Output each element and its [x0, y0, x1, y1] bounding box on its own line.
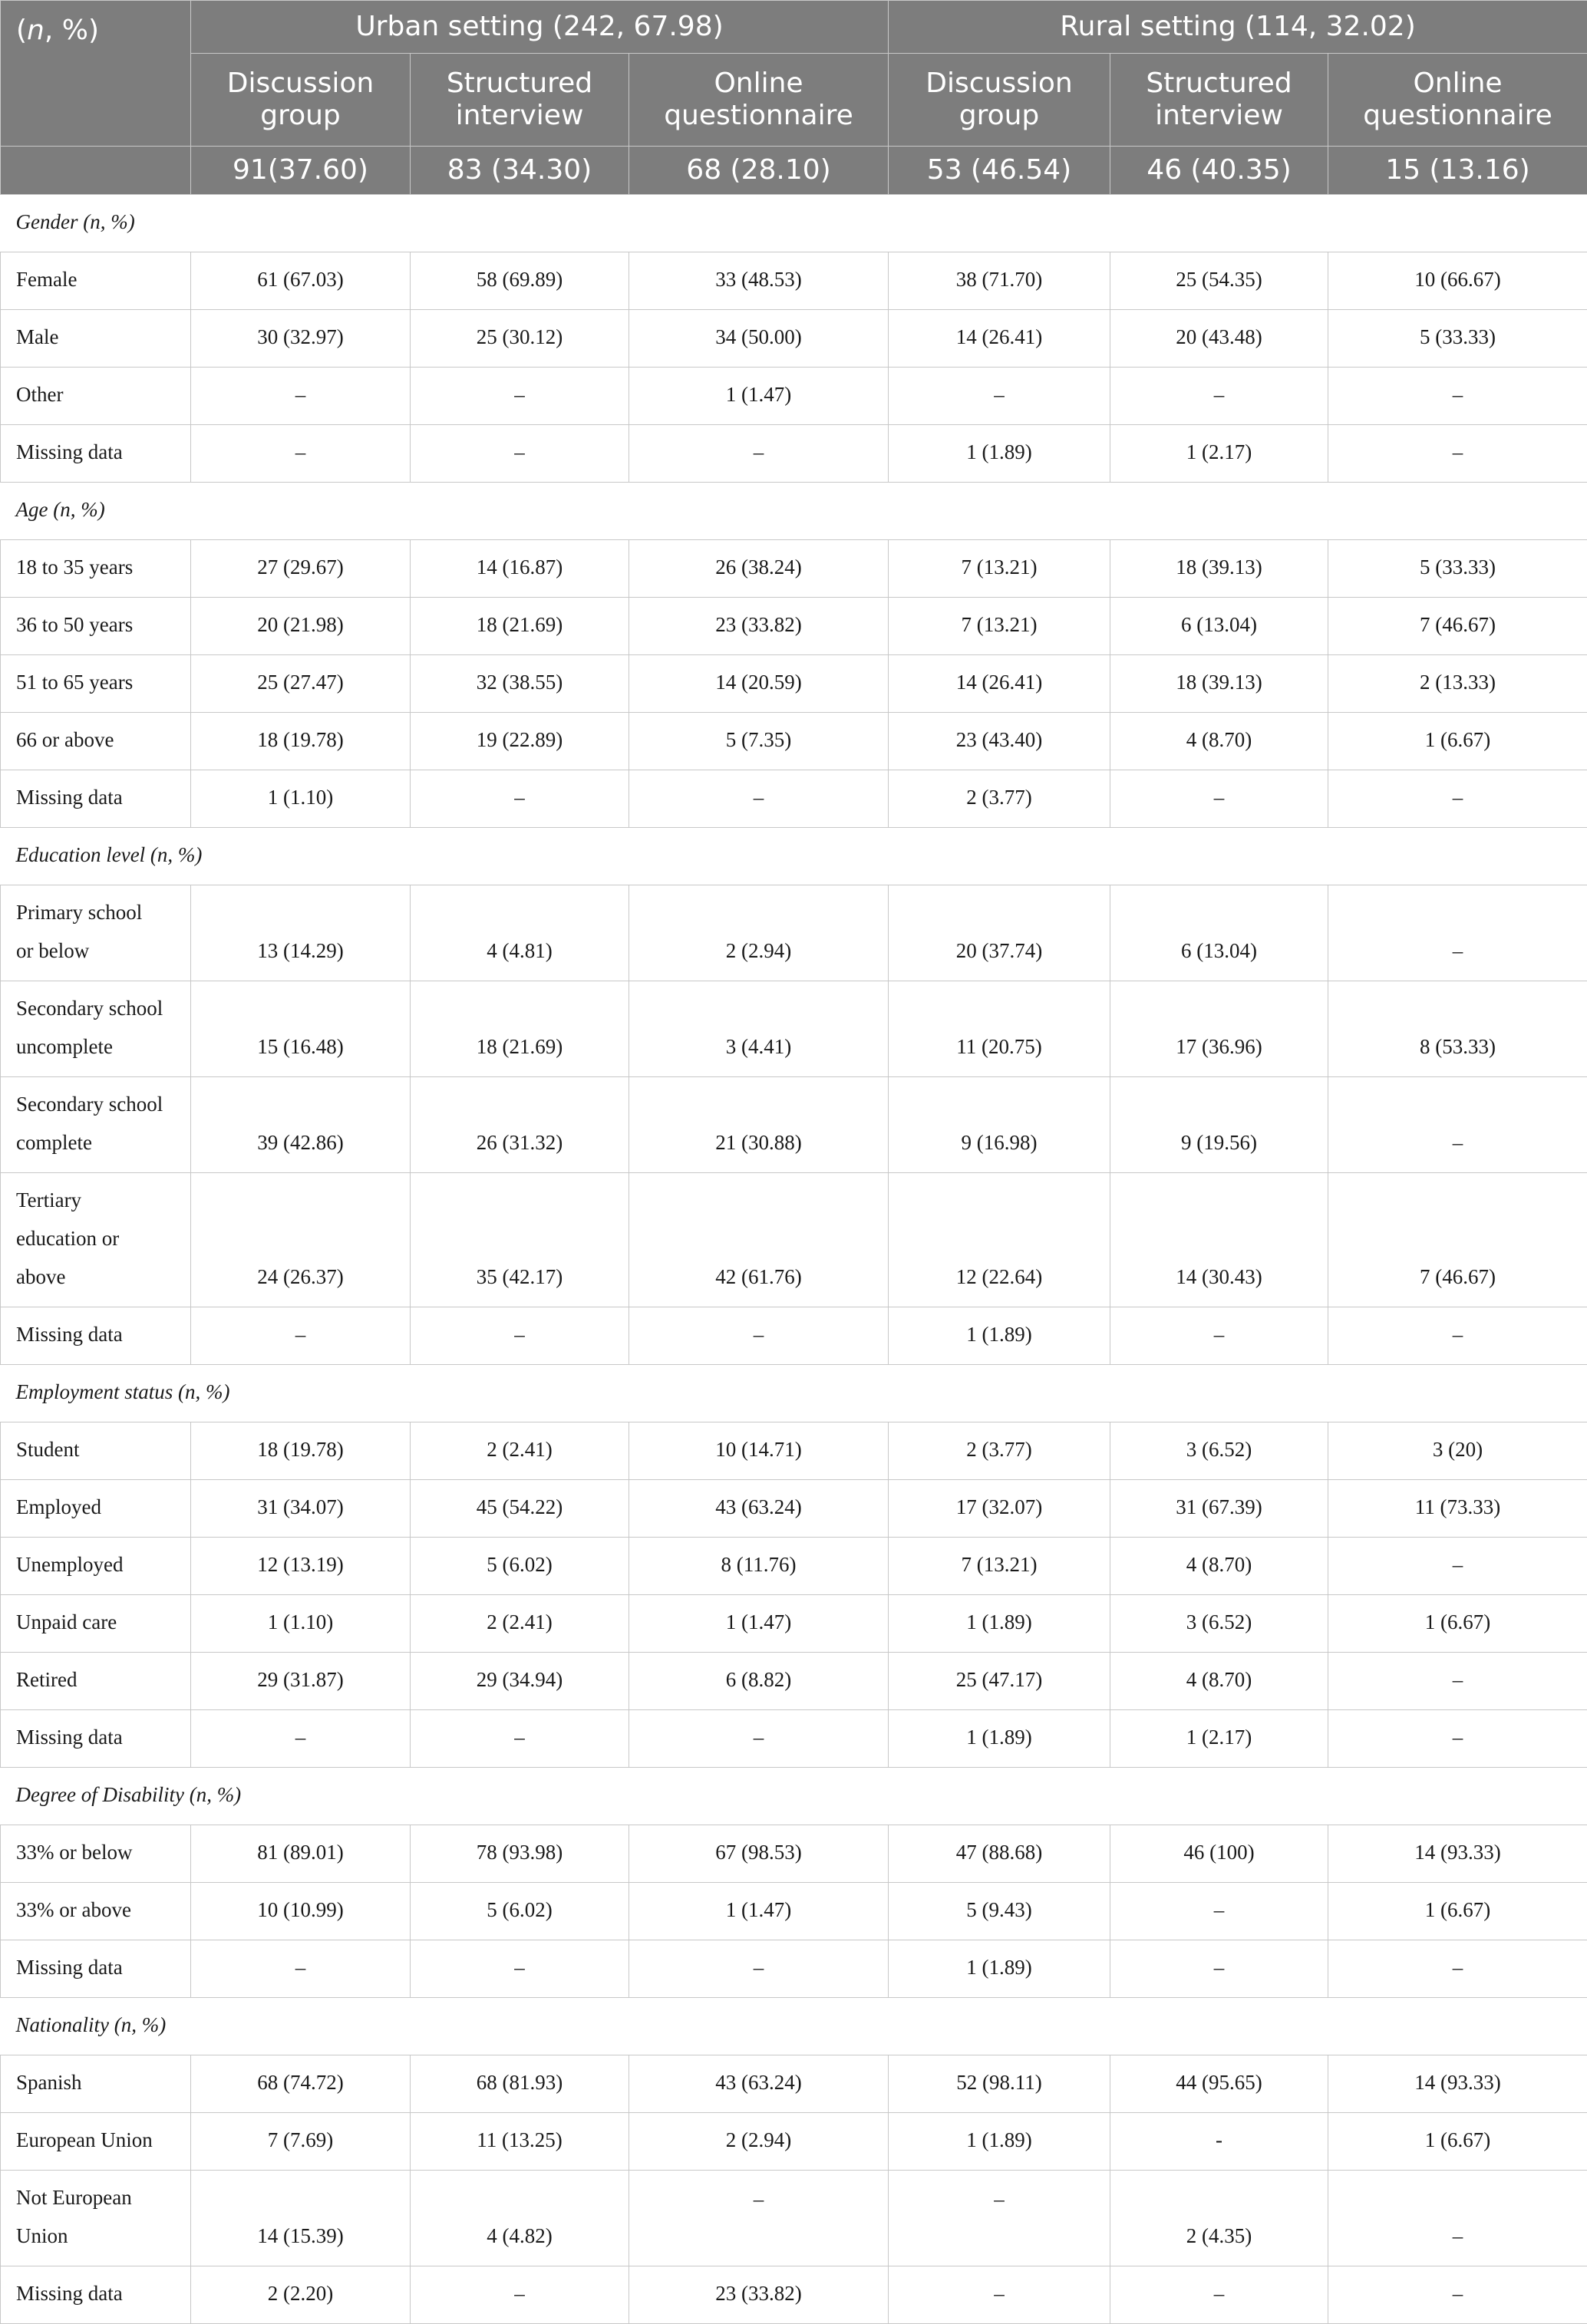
- table-cell: 20 (43.48): [1110, 310, 1328, 368]
- table-cell: 68 (74.72): [191, 2055, 411, 2113]
- table-cell: 2 (2.41): [411, 1422, 629, 1480]
- row-label: 33% or above: [1, 1883, 191, 1940]
- label-line: Secondary school: [16, 1093, 163, 1116]
- table-cell: 4 (4.81): [411, 885, 629, 981]
- table-cell: 42 (61.76): [629, 1173, 889, 1307]
- table-cell: 13 (14.29): [191, 885, 411, 981]
- table-cell: 1 (1.89): [889, 1940, 1110, 1998]
- table-cell: –: [1328, 1538, 1587, 1595]
- table-cell: –: [411, 770, 629, 828]
- table-cell: 29 (31.87): [191, 1653, 411, 1710]
- table-cell: 10 (10.99): [191, 1883, 411, 1940]
- table-cell: –: [629, 1307, 889, 1365]
- method-header: Discussion group: [191, 54, 411, 147]
- row-label: Student: [1, 1422, 191, 1480]
- table-row: [1, 1307, 1587, 1365]
- table-cell: 10 (14.71): [629, 1422, 889, 1480]
- row-label: [1, 885, 191, 981]
- table-cell: 1 (1.89): [889, 1595, 1110, 1653]
- method-header: Structured interview: [411, 54, 629, 147]
- table-cell: 27 (29.67): [191, 540, 411, 598]
- table-cell: 23 (43.40): [889, 713, 1110, 770]
- table-cell: 18 (19.78): [191, 713, 411, 770]
- table-cell: –: [191, 1307, 411, 1365]
- table-cell: 3 (6.52): [1110, 1422, 1328, 1480]
- section-row: [1, 1365, 1587, 1422]
- table-cell: 18 (21.69): [411, 598, 629, 655]
- table-cell: 38 (71.70): [889, 252, 1110, 310]
- row-label: Other: [1, 368, 191, 425]
- table-cell: 5 (7.35): [629, 713, 889, 770]
- table-row: [1, 2171, 1587, 2266]
- table-cell: –: [889, 2171, 1110, 2266]
- table-cell: 11 (13.25): [411, 2113, 629, 2171]
- table-cell: –: [1328, 425, 1587, 483]
- table-cell: 8 (11.76): [629, 1538, 889, 1595]
- table-cell: 2 (3.77): [889, 770, 1110, 828]
- table-cell: 43 (63.24): [629, 2055, 889, 2113]
- row-label: 33% or below: [1, 1825, 191, 1883]
- row-label: 18 to 35 years: [1, 540, 191, 598]
- table-cell: –: [889, 368, 1110, 425]
- table-cell: 4 (8.70): [1110, 713, 1328, 770]
- table-row: [1, 981, 1587, 1077]
- table-cell: 1 (1.89): [889, 1307, 1110, 1365]
- table-row: [1, 1883, 1587, 1940]
- table-cell: 9 (16.98): [889, 1077, 1110, 1173]
- table-cell: 1 (1.47): [629, 1883, 889, 1940]
- row-label: Unpaid care: [1, 1595, 191, 1653]
- table-row: [1, 1710, 1587, 1768]
- table-cell: 18 (19.78): [191, 1422, 411, 1480]
- table-cell: 1 (1.10): [191, 770, 411, 828]
- row-label: Missing data: [1, 1307, 191, 1365]
- table-cell: –: [629, 1710, 889, 1768]
- table-cell: 4 (8.70): [1110, 1653, 1328, 1710]
- table-cell: –: [1328, 1710, 1587, 1768]
- table-cell: 2 (2.20): [191, 2266, 411, 2324]
- corner-header: (n, %): [1, 1, 191, 147]
- table-row: [1, 713, 1587, 770]
- table-row: [1, 1653, 1587, 1710]
- table-cell: 6 (8.82): [629, 1653, 889, 1710]
- table-row: [1, 368, 1587, 425]
- table-cell: –: [1328, 1653, 1587, 1710]
- table-row: [1, 1422, 1587, 1480]
- table-cell: –: [411, 425, 629, 483]
- table-cell: –: [411, 1307, 629, 1365]
- table-cell: 58 (69.89): [411, 252, 629, 310]
- table-cell: –: [1110, 2266, 1328, 2324]
- method-header: Structured interview: [1110, 54, 1328, 147]
- method-total: 15 (13.16): [1328, 147, 1587, 195]
- label-line: uncomplete: [16, 1035, 113, 1058]
- table-cell: 1 (2.17): [1110, 425, 1328, 483]
- table-cell: 12 (13.19): [191, 1538, 411, 1595]
- section-title: Age (n, %): [1, 483, 1587, 540]
- table-cell: 7 (13.21): [889, 598, 1110, 655]
- row-label: [1, 1173, 191, 1307]
- method-total: 46 (40.35): [1110, 147, 1328, 195]
- section-row: [1, 195, 1587, 252]
- row-label: Employed: [1, 1480, 191, 1538]
- rural-setting-header: Rural setting (114, 32.02): [889, 1, 1587, 54]
- table-cell: 10 (66.67): [1328, 252, 1587, 310]
- section-title: Nationality (n, %): [1, 1998, 1587, 2055]
- table-cell: –: [629, 1940, 889, 1998]
- corner-spacer: [1, 147, 191, 195]
- table-cell: 5 (6.02): [411, 1538, 629, 1595]
- table-cell: 5 (33.33): [1328, 540, 1587, 598]
- row-label: Missing data: [1, 425, 191, 483]
- table-cell: 33 (48.53): [629, 252, 889, 310]
- label-line: education or: [16, 1227, 119, 1250]
- table-row: [1, 885, 1587, 981]
- table-cell: 24 (26.37): [191, 1173, 411, 1307]
- table-cell: 35 (42.17): [411, 1173, 629, 1307]
- section-title: Education level (n, %): [1, 828, 1587, 885]
- table-cell: –: [1328, 2266, 1587, 2324]
- label-line: Not European: [16, 2186, 132, 2209]
- table-cell: 14 (15.39): [191, 2171, 411, 2266]
- table-cell: 2 (4.35): [1110, 2171, 1328, 2266]
- table-row: [1, 1173, 1587, 1307]
- table-cell: 1 (1.89): [889, 1710, 1110, 1768]
- table-cell: 18 (39.13): [1110, 540, 1328, 598]
- table-cell: 43 (63.24): [629, 1480, 889, 1538]
- table-cell: 17 (36.96): [1110, 981, 1328, 1077]
- method-total: 83 (34.30): [411, 147, 629, 195]
- table-cell: 25 (54.35): [1110, 252, 1328, 310]
- table-cell: 7 (46.67): [1328, 598, 1587, 655]
- table-cell: 34 (50.00): [629, 310, 889, 368]
- table-cell: 31 (34.07): [191, 1480, 411, 1538]
- table-cell: 6 (13.04): [1110, 885, 1328, 981]
- section-row: [1, 1998, 1587, 2055]
- row-label: Spanish: [1, 2055, 191, 2113]
- row-label: [1, 981, 191, 1077]
- section-row: [1, 1768, 1587, 1825]
- row-label: Missing data: [1, 770, 191, 828]
- table-cell: 5 (33.33): [1328, 310, 1587, 368]
- table-cell: –: [1328, 770, 1587, 828]
- table-cell: –: [411, 368, 629, 425]
- table-row: [1, 770, 1587, 828]
- row-label: 51 to 65 years: [1, 655, 191, 713]
- table-cell: –: [629, 2171, 889, 2266]
- row-label: Missing data: [1, 1710, 191, 1768]
- table-cell: 44 (95.65): [1110, 2055, 1328, 2113]
- table-cell: 1 (1.89): [889, 2113, 1110, 2171]
- table-cell: 81 (89.01): [191, 1825, 411, 1883]
- table-cell: –: [1110, 1940, 1328, 1998]
- table-row: [1, 310, 1587, 368]
- table-cell: 47 (88.68): [889, 1825, 1110, 1883]
- table-cell: 45 (54.22): [411, 1480, 629, 1538]
- section-title: Degree of Disability (n, %): [1, 1768, 1587, 1825]
- table-row: [1, 2055, 1587, 2113]
- label-line: Primary school: [16, 901, 142, 924]
- table-cell: –: [1328, 368, 1587, 425]
- table-cell: –: [1328, 1307, 1587, 1365]
- table-row: [1, 1940, 1587, 1998]
- label-line: Secondary school: [16, 997, 163, 1020]
- method-header: Online questionnaire: [629, 54, 889, 147]
- table-cell: –: [411, 1940, 629, 1998]
- table-cell: 11 (73.33): [1328, 1480, 1587, 1538]
- table-row: [1, 425, 1587, 483]
- table-cell: –: [889, 2266, 1110, 2324]
- table-cell: 21 (30.88): [629, 1077, 889, 1173]
- table-cell: 6 (13.04): [1110, 598, 1328, 655]
- table-cell: 14 (16.87): [411, 540, 629, 598]
- table-cell: 1 (2.17): [1110, 1710, 1328, 1768]
- section-title: Employment status (n, %): [1, 1365, 1587, 1422]
- table-cell: 14 (30.43): [1110, 1173, 1328, 1307]
- method-total: 53 (46.54): [889, 147, 1110, 195]
- table-cell: 2 (3.77): [889, 1422, 1110, 1480]
- table-cell: 3 (4.41): [629, 981, 889, 1077]
- table-cell: 31 (67.39): [1110, 1480, 1328, 1538]
- table-row: [1, 1595, 1587, 1653]
- table-cell: 23 (33.82): [629, 598, 889, 655]
- table-cell: 5 (9.43): [889, 1883, 1110, 1940]
- table-cell: 5 (6.02): [411, 1883, 629, 1940]
- table-cell: –: [1328, 885, 1587, 981]
- table-cell: 29 (34.94): [411, 1653, 629, 1710]
- row-label: Missing data: [1, 1940, 191, 1998]
- row-label: Female: [1, 252, 191, 310]
- table-cell: –: [191, 1940, 411, 1998]
- table-cell: –: [411, 1710, 629, 1768]
- table-cell: 67 (98.53): [629, 1825, 889, 1883]
- table-cell: 52 (98.11): [889, 2055, 1110, 2113]
- table-cell: –: [1110, 1883, 1328, 1940]
- table-cell: 25 (27.47): [191, 655, 411, 713]
- table-cell: -: [1110, 2113, 1328, 2171]
- method-header: Discussion group: [889, 54, 1110, 147]
- table-cell: 9 (19.56): [1110, 1077, 1328, 1173]
- table-cell: –: [1110, 770, 1328, 828]
- table-cell: –: [191, 425, 411, 483]
- section-row: [1, 828, 1587, 885]
- table-cell: –: [1328, 1940, 1587, 1998]
- table-cell: 1 (6.67): [1328, 1883, 1587, 1940]
- table-cell: 39 (42.86): [191, 1077, 411, 1173]
- table-cell: –: [1110, 1307, 1328, 1365]
- table-cell: 1 (1.89): [889, 425, 1110, 483]
- table-row: [1, 1480, 1587, 1538]
- table-cell: 11 (20.75): [889, 981, 1110, 1077]
- table-row: [1, 252, 1587, 310]
- table-cell: 2 (13.33): [1328, 655, 1587, 713]
- section-row: [1, 483, 1587, 540]
- table-row: [1, 2266, 1587, 2324]
- table-cell: 8 (53.33): [1328, 981, 1587, 1077]
- table-cell: 14 (20.59): [629, 655, 889, 713]
- table-cell: 25 (30.12): [411, 310, 629, 368]
- row-label: [1, 1077, 191, 1173]
- section-title: Gender (n, %): [1, 195, 1587, 252]
- table-cell: 18 (39.13): [1110, 655, 1328, 713]
- table-cell: 7 (46.67): [1328, 1173, 1587, 1307]
- table-cell: 15 (16.48): [191, 981, 411, 1077]
- table-cell: 14 (26.41): [889, 655, 1110, 713]
- table-cell: –: [1328, 2171, 1587, 2266]
- row-label: Male: [1, 310, 191, 368]
- table-cell: 1 (1.47): [629, 368, 889, 425]
- table-cell: 17 (32.07): [889, 1480, 1110, 1538]
- table-cell: 26 (38.24): [629, 540, 889, 598]
- table-cell: –: [629, 770, 889, 828]
- row-label: Retired: [1, 1653, 191, 1710]
- row-label: [1, 2171, 191, 2266]
- label-line: or below: [16, 939, 89, 962]
- table-cell: 20 (37.74): [889, 885, 1110, 981]
- label-line: complete: [16, 1131, 92, 1154]
- table-cell: 12 (22.64): [889, 1173, 1110, 1307]
- table-row: [1, 1825, 1587, 1883]
- table-cell: 7 (13.21): [889, 1538, 1110, 1595]
- table-cell: 7 (7.69): [191, 2113, 411, 2171]
- table-cell: 1 (6.67): [1328, 713, 1587, 770]
- table-row: [1, 655, 1587, 713]
- table-cell: 1 (1.47): [629, 1595, 889, 1653]
- row-label: European Union: [1, 2113, 191, 2171]
- table-row: [1, 1538, 1587, 1595]
- table-cell: 32 (38.55): [411, 655, 629, 713]
- table-cell: 2 (2.41): [411, 1595, 629, 1653]
- row-label: 36 to 50 years: [1, 598, 191, 655]
- table-cell: 2 (2.94): [629, 885, 889, 981]
- table-cell: 3 (20): [1328, 1422, 1587, 1480]
- row-label: 66 or above: [1, 713, 191, 770]
- table-cell: 2 (2.94): [629, 2113, 889, 2171]
- table-cell: –: [1110, 368, 1328, 425]
- table-cell: 23 (33.82): [629, 2266, 889, 2324]
- table-cell: 68 (81.93): [411, 2055, 629, 2113]
- method-total: 91(37.60): [191, 147, 411, 195]
- table-cell: 4 (8.70): [1110, 1538, 1328, 1595]
- table-cell: 26 (31.32): [411, 1077, 629, 1173]
- row-label: Missing data: [1, 2266, 191, 2324]
- table-cell: –: [411, 2266, 629, 2324]
- table-cell: 14 (26.41): [889, 310, 1110, 368]
- table-cell: –: [191, 1710, 411, 1768]
- table-row: [1, 1077, 1587, 1173]
- urban-setting-header: Urban setting (242, 67.98): [191, 1, 889, 54]
- label-line: above: [16, 1265, 65, 1288]
- table-cell: 1 (1.10): [191, 1595, 411, 1653]
- table-cell: 20 (21.98): [191, 598, 411, 655]
- table-cell: 4 (4.82): [411, 2171, 629, 2266]
- table-cell: 18 (21.69): [411, 981, 629, 1077]
- table-cell: 19 (22.89): [411, 713, 629, 770]
- table-cell: 1 (6.67): [1328, 1595, 1587, 1653]
- table-cell: 3 (6.52): [1110, 1595, 1328, 1653]
- method-total: 68 (28.10): [629, 147, 889, 195]
- table-cell: 14 (93.33): [1328, 2055, 1587, 2113]
- table-cell: –: [1328, 1077, 1587, 1173]
- row-label: Unemployed: [1, 1538, 191, 1595]
- table-cell: 30 (32.97): [191, 310, 411, 368]
- table-row: [1, 2113, 1587, 2171]
- table-cell: 7 (13.21): [889, 540, 1110, 598]
- table-row: [1, 540, 1587, 598]
- table-cell: 78 (93.98): [411, 1825, 629, 1883]
- label-line: Union: [16, 2224, 68, 2247]
- table-cell: 25 (47.17): [889, 1653, 1110, 1710]
- table-row: [1, 598, 1587, 655]
- table-cell: 14 (93.33): [1328, 1825, 1587, 1883]
- table-cell: 1 (6.67): [1328, 2113, 1587, 2171]
- table-cell: –: [191, 368, 411, 425]
- method-header: Online questionnaire: [1328, 54, 1587, 147]
- table-cell: 46 (100): [1110, 1825, 1328, 1883]
- table-cell: 61 (67.03): [191, 252, 411, 310]
- label-line: Tertiary: [16, 1188, 81, 1211]
- table-cell: –: [629, 425, 889, 483]
